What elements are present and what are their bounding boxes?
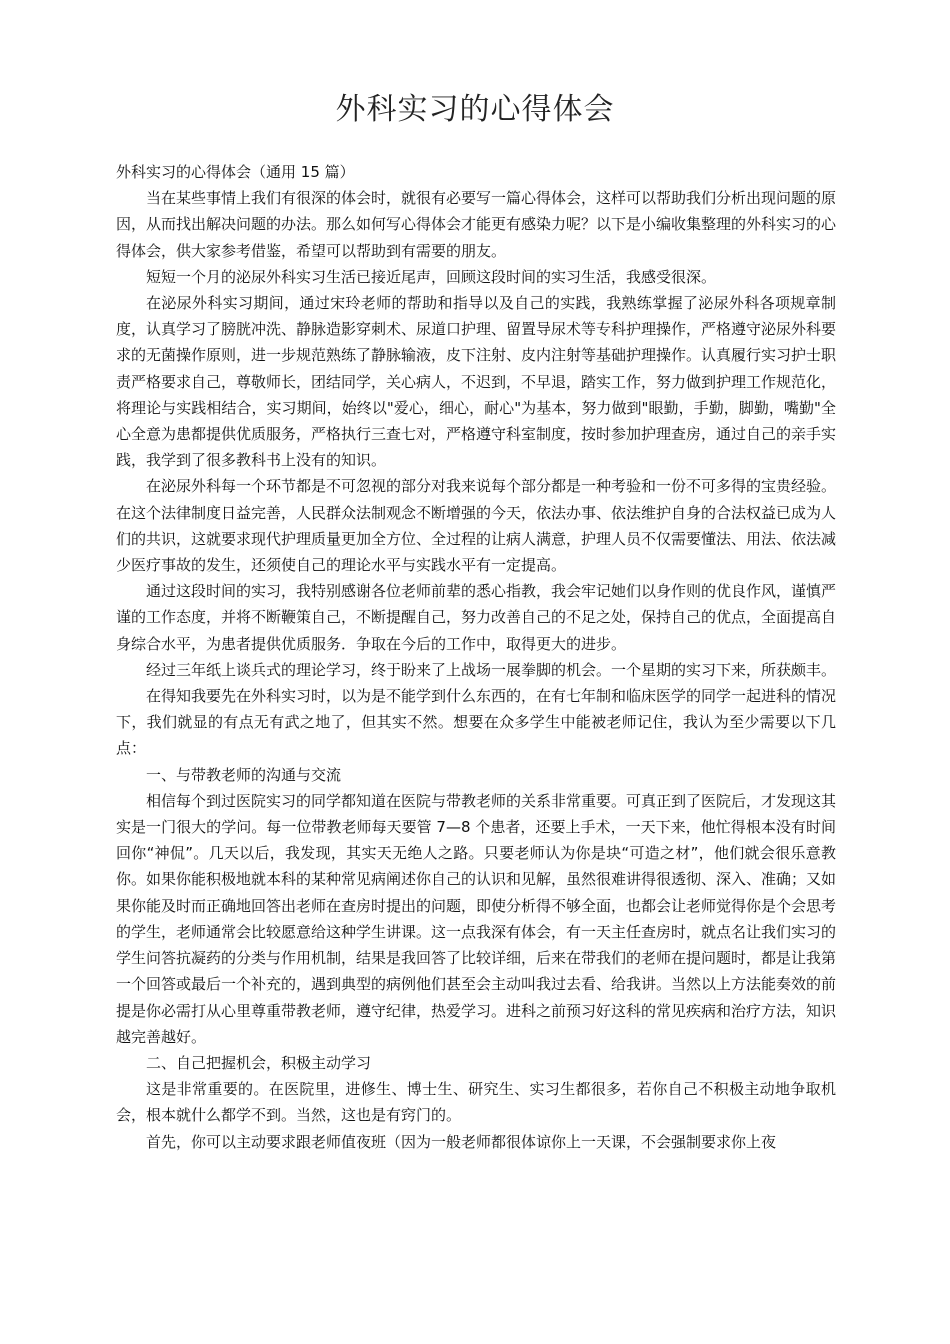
document-body [116,159,836,1155]
paragraph: 在得知我要先在外科实习时，以为是不能学到什么东西的，在有七年制和临床医学的同学一起进科的情况下，我们就显的有点无有武之地了，但其实不然。想要在众多学生中能被老师记住，我认为至少需要以下几点： [116,687,837,758]
document-subtitle: 外科实习的心得体会（通用 15 篇） [116,163,355,181]
paragraph: 在泌尿外科每一个环节都是不可忽视的部分对我来说每个部分都是一种考验和一份不可多得的宝贵经验。在这个法律制度日益完善，人民群众法制观念不断增强的今天，依法办事、依法维护自身的合法权益已成为人们的共识，这就要求现代护理质量更加全方位、全过程的让病人满意，护理人员不仅需要懂法、用法、依法减少医疗事故的发生，还须使自己的理论水平与实践水平有一定提高。 [116,477,837,575]
paragraph: 这是非常重要的。在医院里，进修生、博士生、研究生、实习生都很多，若你自己不积极主动地争取机会，根本就什么都学不到。当然，这也是有窍门的。 [116,1080,836,1125]
paragraph: 在泌尿外科实习期间，通过宋玲老师的帮助和指导以及自己的实践，我熟练掌握了泌尿外科各项规章制度，认真学习了膀胱冲洗、静脉造影穿刺术、尿道口护理、留置导尿术等专科护理操作，严格遵守泌尿外科要求的无菌操作原则，进一步规范熟练了静脉输液，皮下注射、皮内注射等基础护理操作。认真履行实习护士职责严格要求自己，尊敬师长，团结同学，关心病人，不迟到，不早退，踏实工作，努力做到护理工作规范化，将理论与实践相结合，实习期间，始终以"爱心，细心，耐心"为基本，努力做到"眼勤，手勤，脚勤，嘴勤"全心全意为患都提供优质服务，严格执行三查七对，严格遵守科室制度，按时参加护理查房，通过自己的亲手实践，我学到了很多教科书上没有的知识。 [116,294,837,470]
section-heading: 二、自己把握机会，积极主动学习 [146,1053,372,1072]
document-title: 外科实习的心得体会 [335,92,615,127]
paragraph: 短短一个月的泌尿外科实习生活已接近尾声，回顾这段时间的实习生活，我感受很深。 [146,267,717,286]
paragraph: 通过这段时间的实习，我特别感谢各位老师前辈的悉心指教，我会牢记她们以身作则的优良作风，谨慎严谨的工作态度，并将不断鞭策自己，不断提醒自己，努力改善自己的不足之处，保持自己的优点，全面提高自身综合水平，为患者提供优质服务．争取在今后的工作中，取得更大的进步。 [116,582,837,653]
section-heading: 一、与带教老师的沟通与交流 [146,765,342,784]
paragraph: 相信每个到过医院实习的同学都知道在医院与带教老师的关系非常重要。可真正到了医院后，才发现这其实是一门很大的学问。每一位带教老师每天要管 7—8 个患者，还要上手术，一天下来，他忙得根本没有时间回你“神侃”。几天以后，我发现，其实天无绝人之路。只要老师认为你是块“可造之材”，他们就会很乐意教你。如果你能积极地就本科的某种常见病阐述你自己的认识和见解，虽然很难讲得很透彻、深入、准确；又如果你能及时而正确地回答出老师在查房时提出的问题，即使分析得不够全面，也都会让老师觉得你是个会思考的学生，老师通常会比较愿意给这种学生讲课。这一点我深有体会，有一天主任查房时，就点名让我们实习的学生问答抗凝药的分类与作用机制，结果是我回答了比较详细，后来在带我们的老师在提问题时，都是让我第一个回答或最后一个补充的，遇到典型的病例他们甚至会主动叫我过去看、给我讲。当然以上方法能奏效的前提是你必需打从心里尊重带教老师，遵守纪律，热爱学习。进科之前预习好这科的常见疾病和治疗方法，知识越完善越好。 [116,791,837,1046]
paragraph: 经过三年纸上谈兵式的理论学习，终于盼来了上战场一展拳脚的机会。一个星期的实习下来，所获颇丰。 [146,660,837,679]
paragraph: 当在某些事情上我们有很深的体会时，就很有必要写一篇心得体会，这样可以帮助我们分析出现问题的原因，从而找出解决问题的办法。那么如何写心得体会才能更有感染力呢？以下是小编收集整理的外科实习的心得体会，供大家参考借鉴，希望可以帮助到有需要的朋友。 [116,189,837,260]
paragraph: 首先，你可以主动要求跟老师值夜班（因为一般老师都很体谅你上一天课，不会强制要求你上夜 [146,1132,777,1151]
